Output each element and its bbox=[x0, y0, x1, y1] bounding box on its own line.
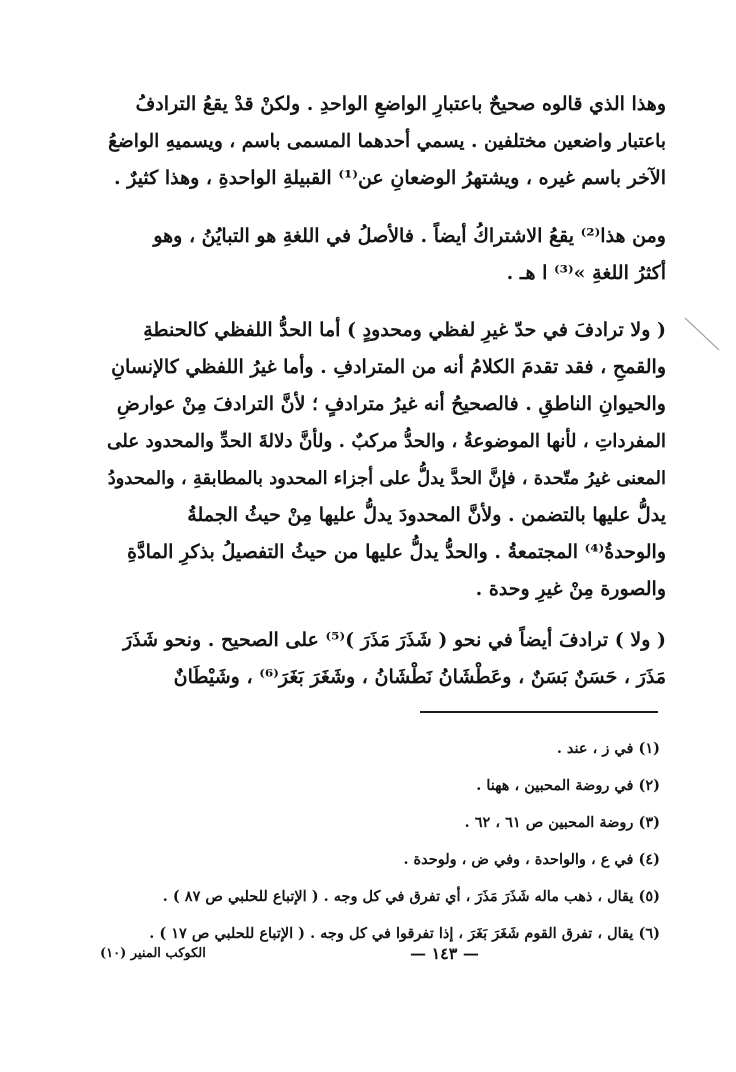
paragraph bbox=[108, 312, 666, 608]
scan-artifact-line bbox=[683, 316, 723, 356]
footnote: (٥) يقال ، ذهب ماله شَذَرَ مَذَرَ ، أي تفرق في كل وجه . ( الإتباع للحلبي ص ٨٧ ) . bbox=[162, 888, 660, 905]
text-line: المفرداتِ ، لأنها الموضوعةُ ، والحدُّ مركبٌ . ولأنَّ دلالةَ الحدِّ والمحدود على bbox=[106, 431, 666, 452]
text-line: والحيوانِ الناطقِ . فالصحيحُ أنه غيرُ مترادفٍ ؛ لأنَّ الترادفَ مِنْ عوارضِ bbox=[116, 393, 666, 415]
text-line: والقمحِ ، فقد تقدمَ الكلامُ أنه من المترادفِ . وأما غيرُ اللفظي كالإنسانِ bbox=[111, 356, 666, 378]
paragraph bbox=[108, 218, 666, 292]
text-line: ( ولا ترادفَ في حدّ غيرِ لفظي ومحدودٍ ) أما الحدُّ اللفظي كالحنطةِ bbox=[143, 319, 666, 341]
footnote-divider bbox=[420, 711, 658, 713]
text-line: الآخر باسم غيره ، ويشتهرُ الوضعانِ عن⁽¹⁾ القبيلةِ الواحدةِ ، وهذا كثيرٌ . bbox=[113, 167, 666, 189]
text-line: باعتبار واضعين مختلفين . يسمي أحدهما المسمى باسم ، ويسميهِ الواضعُ bbox=[108, 131, 666, 152]
page-number: — ١٤٣ — bbox=[410, 944, 479, 963]
text-line: أكثرُ اللغةِ »⁽³⁾ ا هـ . bbox=[506, 262, 666, 284]
text-line: والوحدةُ⁽⁴⁾ المجتمعةُ . والحدُّ يدلُّ عليها من حيثُ التفصيلُ بذكرِ المادَّةِ bbox=[127, 541, 666, 563]
page-footer bbox=[100, 944, 660, 970]
footnote: (٤) في ع ، والواحدة ، وفي ض ، ولوحدة . bbox=[403, 851, 660, 868]
footnote: (٦) يقال ، تفرق القوم شَغَرَ بَغَرَ ، إذا تفرقوا في كل وجه . ( الإتباع للحلبي ص ١٧ ) . bbox=[149, 925, 660, 942]
paragraph bbox=[108, 86, 666, 197]
text-line: والصورة مِنْ غيرِ وحدة . bbox=[475, 578, 666, 600]
text-line: المعنى غيرُ متّحدة ، فإنَّ الحدَّ يدلُّ على أجزاء المحدود بالمطابقةِ ، والمحدودُ bbox=[107, 468, 666, 489]
text-line: ( ولا ) ترادفَ أيضاً في نحو ( شَذَرَ مَذَرَ )⁽⁵⁾ على الصحيح . ونحو شَذَرَ bbox=[122, 629, 666, 651]
running-title: الكوكب المنير (١٠) bbox=[100, 946, 206, 961]
footnotes-list bbox=[140, 730, 660, 952]
footnote: (١) في ز ، عند . bbox=[556, 740, 660, 757]
paragraph bbox=[108, 622, 666, 696]
text-line: مَذَرَ ، حَسَنٌ بَسَنٌ ، وعَطْشَانُ نَطْشَانُ ، وشَغَرَ بَغَرَ⁽⁶⁾ ، وشَيْطَانٌ bbox=[173, 666, 666, 688]
text-line: وهذا الذي قالوه صحيحٌ باعتبارِ الواضعِ الواحدِ . ولكنْ قدْ يقعُ الترادفُ bbox=[135, 93, 666, 115]
text-line: ومن هذا⁽²⁾ يقعُ الاشتراكُ أيضاً . فالأصلُ في اللغةِ هو التبايُنُ ، وهو bbox=[153, 225, 666, 247]
text-line: يدلُّ عليها بالتضمن . ولأنَّ المحدودَ يدلُّ عليها مِنْ حيثُ الجملةُ bbox=[187, 504, 666, 526]
footnote: (٢) في روضة المحبين ، ههنا . bbox=[476, 777, 660, 794]
footnote: (٣) روضة المحبين ص ٦١ ، ٦٢ . bbox=[464, 814, 660, 831]
